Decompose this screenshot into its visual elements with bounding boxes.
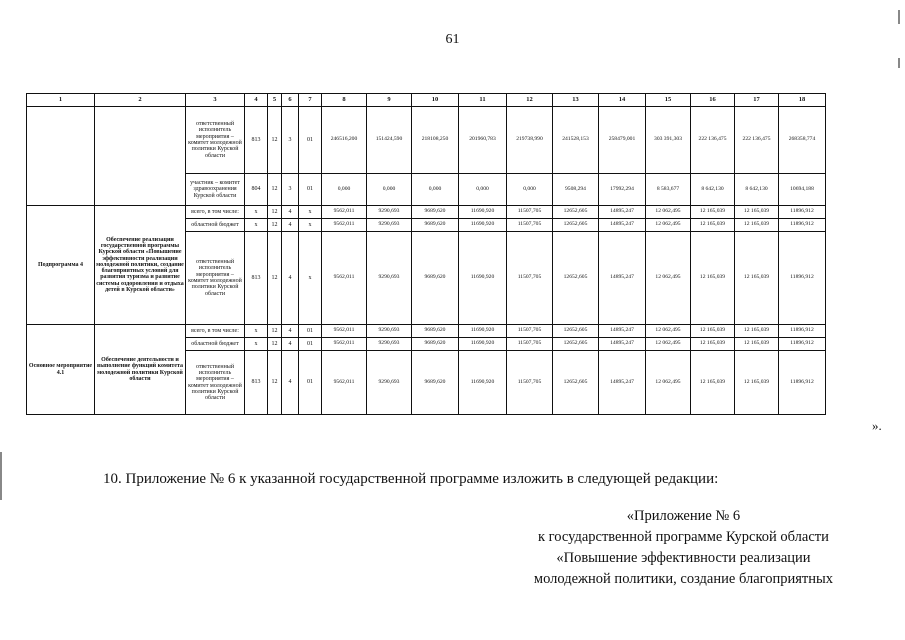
- amount-cell: 8 583,677: [646, 174, 691, 206]
- amount-cell: 222 136,475: [691, 107, 735, 174]
- amount-cell: 12652,605: [553, 338, 599, 351]
- budget-code-cell: x: [299, 219, 322, 232]
- amount-cell: 11896,912: [779, 338, 826, 351]
- budget-code-cell: x: [245, 338, 268, 351]
- column-number-header: 13: [553, 94, 599, 107]
- executor-cell: ответственный исполнитель мероприятия – комитет молодежной политики Курской области: [186, 232, 245, 325]
- budget-code-cell: 3: [282, 107, 299, 174]
- amount-cell: 9562,011: [322, 338, 367, 351]
- amount-cell: 12 165,039: [691, 338, 735, 351]
- program-name-cell: Обеспечение деятельности и выполнение функций комитета молодежной политики Курской области: [95, 325, 186, 415]
- amount-cell: 9290,693: [367, 325, 412, 338]
- amount-cell: 151424,590: [367, 107, 412, 174]
- amount-cell: 9290,693: [367, 232, 412, 325]
- budget-code-cell: 813: [245, 351, 268, 415]
- executor-cell: ответственный исполнитель мероприятия – комитет молодежной политики Курской области: [186, 107, 245, 174]
- budget-code-cell: 4: [282, 232, 299, 325]
- budget-code-cell: 4: [282, 338, 299, 351]
- amount-cell: 9562,011: [322, 232, 367, 325]
- budget-code-cell: 01: [299, 174, 322, 206]
- amount-cell: 9689,620: [412, 325, 459, 338]
- column-number-header: 12: [507, 94, 553, 107]
- amount-cell: 11690,920: [459, 219, 507, 232]
- amount-cell: 0,000: [412, 174, 459, 206]
- amount-cell: 0,000: [367, 174, 412, 206]
- amount-cell: 9290,693: [367, 219, 412, 232]
- amount-cell: 9689,620: [412, 351, 459, 415]
- amount-cell: 12 165,039: [735, 219, 779, 232]
- amount-cell: 11896,912: [779, 232, 826, 325]
- amount-cell: 11507,705: [507, 338, 553, 351]
- budget-code-cell: 813: [245, 107, 268, 174]
- amount-cell: 14895,247: [599, 219, 646, 232]
- appendix-heading: [534, 506, 833, 590]
- amount-cell: 12 062,495: [646, 206, 691, 219]
- executor-cell: участник – комитет здравоохранения Курской области: [186, 174, 245, 206]
- amount-cell: 11507,705: [507, 219, 553, 232]
- amount-cell: 9562,011: [322, 206, 367, 219]
- amount-cell: 12 165,039: [691, 206, 735, 219]
- appendix-line: «Приложение № 6: [626, 508, 741, 524]
- budget-code-cell: 12: [268, 174, 282, 206]
- budget-code-cell: 01: [299, 107, 322, 174]
- table-row: [27, 206, 826, 219]
- amount-cell: 12652,605: [553, 206, 599, 219]
- budget-code-cell: 4: [282, 219, 299, 232]
- column-number-header: 5: [268, 94, 282, 107]
- amount-cell: 12 165,039: [735, 351, 779, 415]
- table-row: [27, 325, 826, 338]
- budget-code-cell: 12: [268, 206, 282, 219]
- amount-cell: 9508,294: [553, 174, 599, 206]
- appendix-line: к государственной программе Курской области: [538, 529, 829, 545]
- amount-cell: 8 642,130: [735, 174, 779, 206]
- amount-cell: 11896,912: [779, 206, 826, 219]
- column-number-header: 9: [367, 94, 412, 107]
- amount-cell: 12652,605: [553, 232, 599, 325]
- program-element-cell: Подпрограмма 4: [27, 206, 95, 325]
- amount-cell: 14895,247: [599, 206, 646, 219]
- scan-edge-mark: [898, 10, 900, 24]
- amount-cell: 0,000: [459, 174, 507, 206]
- budget-code-cell: 12: [268, 107, 282, 174]
- column-number-header: 10: [412, 94, 459, 107]
- amount-cell: 12 062,495: [646, 338, 691, 351]
- budget-code-cell: 12: [268, 351, 282, 415]
- column-number-header: 3: [186, 94, 245, 107]
- amount-cell: 11690,920: [459, 206, 507, 219]
- amount-cell: 14895,247: [599, 338, 646, 351]
- budget-code-cell: 3: [282, 174, 299, 206]
- budget-code-cell: x: [245, 206, 268, 219]
- amount-cell: 9290,693: [367, 351, 412, 415]
- column-number-header: 18: [779, 94, 826, 107]
- budget-code-cell: 4: [282, 325, 299, 338]
- amount-cell: 12 165,039: [735, 206, 779, 219]
- amount-cell: 246516,200: [322, 107, 367, 174]
- budget-table: [26, 93, 826, 415]
- program-element-cell: [27, 107, 95, 206]
- amount-cell: 11690,920: [459, 325, 507, 338]
- amount-cell: 222 136,475: [735, 107, 779, 174]
- amount-cell: 11690,920: [459, 338, 507, 351]
- amount-cell: 11690,920: [459, 351, 507, 415]
- amount-cell: 9562,011: [322, 351, 367, 415]
- amount-cell: 12 165,039: [691, 325, 735, 338]
- amount-cell: 0,000: [507, 174, 553, 206]
- amount-cell: 258479,001: [599, 107, 646, 174]
- amount-cell: 11507,705: [507, 325, 553, 338]
- amount-cell: 12652,605: [553, 325, 599, 338]
- amount-cell: 11507,705: [507, 351, 553, 415]
- column-number-header: 1: [27, 94, 95, 107]
- amount-cell: 11896,912: [779, 219, 826, 232]
- amount-cell: 9290,693: [367, 338, 412, 351]
- budget-code-cell: 804: [245, 174, 268, 206]
- column-number-header: 11: [459, 94, 507, 107]
- header-row: [27, 94, 826, 107]
- amount-cell: 0,000: [322, 174, 367, 206]
- executor-cell: областной бюджет: [186, 338, 245, 351]
- column-number-header: 16: [691, 94, 735, 107]
- program-name-cell: [95, 107, 186, 206]
- executor-cell: ответственный исполнитель мероприятия – комитет молодежной политики Курской области: [186, 351, 245, 415]
- column-number-header: 17: [735, 94, 779, 107]
- amount-cell: 9562,011: [322, 219, 367, 232]
- amount-cell: 9562,011: [322, 325, 367, 338]
- table-row: [27, 107, 826, 174]
- amount-cell: 12652,605: [553, 351, 599, 415]
- budget-code-cell: 4: [282, 206, 299, 219]
- scan-edge-mark: [0, 452, 2, 500]
- budget-code-cell: 12: [268, 325, 282, 338]
- amount-cell: 303 391,303: [646, 107, 691, 174]
- budget-code-cell: x: [299, 232, 322, 325]
- column-number-header: 15: [646, 94, 691, 107]
- budget-code-cell: 12: [268, 338, 282, 351]
- amount-cell: 11896,912: [779, 351, 826, 415]
- column-number-header: 7: [299, 94, 322, 107]
- scan-edge-mark: [898, 58, 900, 68]
- budget-code-cell: x: [299, 206, 322, 219]
- column-number-header: 2: [95, 94, 186, 107]
- amount-cell: 12 165,039: [735, 232, 779, 325]
- program-element-cell: Основное мероприятие 4.1: [27, 325, 95, 415]
- amount-cell: 12652,605: [553, 219, 599, 232]
- closing-quote: ».: [872, 418, 882, 433]
- executor-cell: всего, в том числе:: [186, 325, 245, 338]
- column-number-header: 6: [282, 94, 299, 107]
- amount-cell: 268358,774: [779, 107, 826, 174]
- amount-cell: 12 165,039: [735, 325, 779, 338]
- amount-cell: 12 165,039: [691, 232, 735, 325]
- budget-code-cell: x: [245, 219, 268, 232]
- amount-cell: 10694,188: [779, 174, 826, 206]
- amount-cell: 9689,620: [412, 206, 459, 219]
- appendix-line: молодежной политики, создание благоприятных: [533, 571, 833, 587]
- amount-cell: 12 062,495: [646, 351, 691, 415]
- column-number-header: 8: [322, 94, 367, 107]
- amount-cell: 201960,783: [459, 107, 507, 174]
- amount-cell: 14895,247: [599, 232, 646, 325]
- amount-cell: 9689,620: [412, 338, 459, 351]
- amount-cell: 14895,247: [599, 325, 646, 338]
- amount-cell: 9689,620: [412, 219, 459, 232]
- budget-code-cell: x: [245, 325, 268, 338]
- column-number-header: 4: [245, 94, 268, 107]
- budget-code-cell: 01: [299, 325, 322, 338]
- amount-cell: 12 062,495: [646, 219, 691, 232]
- amount-cell: 11690,920: [459, 232, 507, 325]
- budget-code-cell: 01: [299, 351, 322, 415]
- amount-cell: 219738,990: [507, 107, 553, 174]
- amount-cell: 8 642,130: [691, 174, 735, 206]
- column-number-header: 14: [599, 94, 646, 107]
- amount-cell: 17992,294: [599, 174, 646, 206]
- amount-cell: 12 165,039: [691, 351, 735, 415]
- amount-cell: 12 165,039: [691, 219, 735, 232]
- amount-cell: 9689,620: [412, 232, 459, 325]
- amount-cell: 12 165,039: [735, 338, 779, 351]
- budget-code-cell: 12: [268, 232, 282, 325]
- amount-cell: 14895,247: [599, 351, 646, 415]
- appendix-line: «Повышение эффективности реализации: [556, 550, 811, 566]
- amount-cell: 11507,705: [507, 232, 553, 325]
- amount-cell: 12 062,495: [646, 325, 691, 338]
- amount-cell: 12 062,495: [646, 232, 691, 325]
- program-name-cell: Обеспечение реализации государственной программы Курской области «Повышение эффективности реализации молодежной политики, создание благоприятных условий для развития туризма и развитие системы оздоровления и отдыха детей в Курской области»: [95, 206, 186, 325]
- executor-cell: областной бюджет: [186, 219, 245, 232]
- budget-code-cell: 12: [268, 219, 282, 232]
- budget-code-cell: 813: [245, 232, 268, 325]
- amount-cell: 241528,153: [553, 107, 599, 174]
- amendment-paragraph: 10. Приложение № 6 к указанной государственной программе изложить в следующей редакции:: [103, 471, 719, 487]
- budget-code-cell: 01: [299, 338, 322, 351]
- amount-cell: 11896,912: [779, 325, 826, 338]
- amount-cell: 9290,693: [367, 206, 412, 219]
- amount-cell: 11507,705: [507, 206, 553, 219]
- amount-cell: 218108,250: [412, 107, 459, 174]
- budget-code-cell: 4: [282, 351, 299, 415]
- executor-cell: всего, в том числе:: [186, 206, 245, 219]
- page-number: 61: [445, 32, 460, 47]
